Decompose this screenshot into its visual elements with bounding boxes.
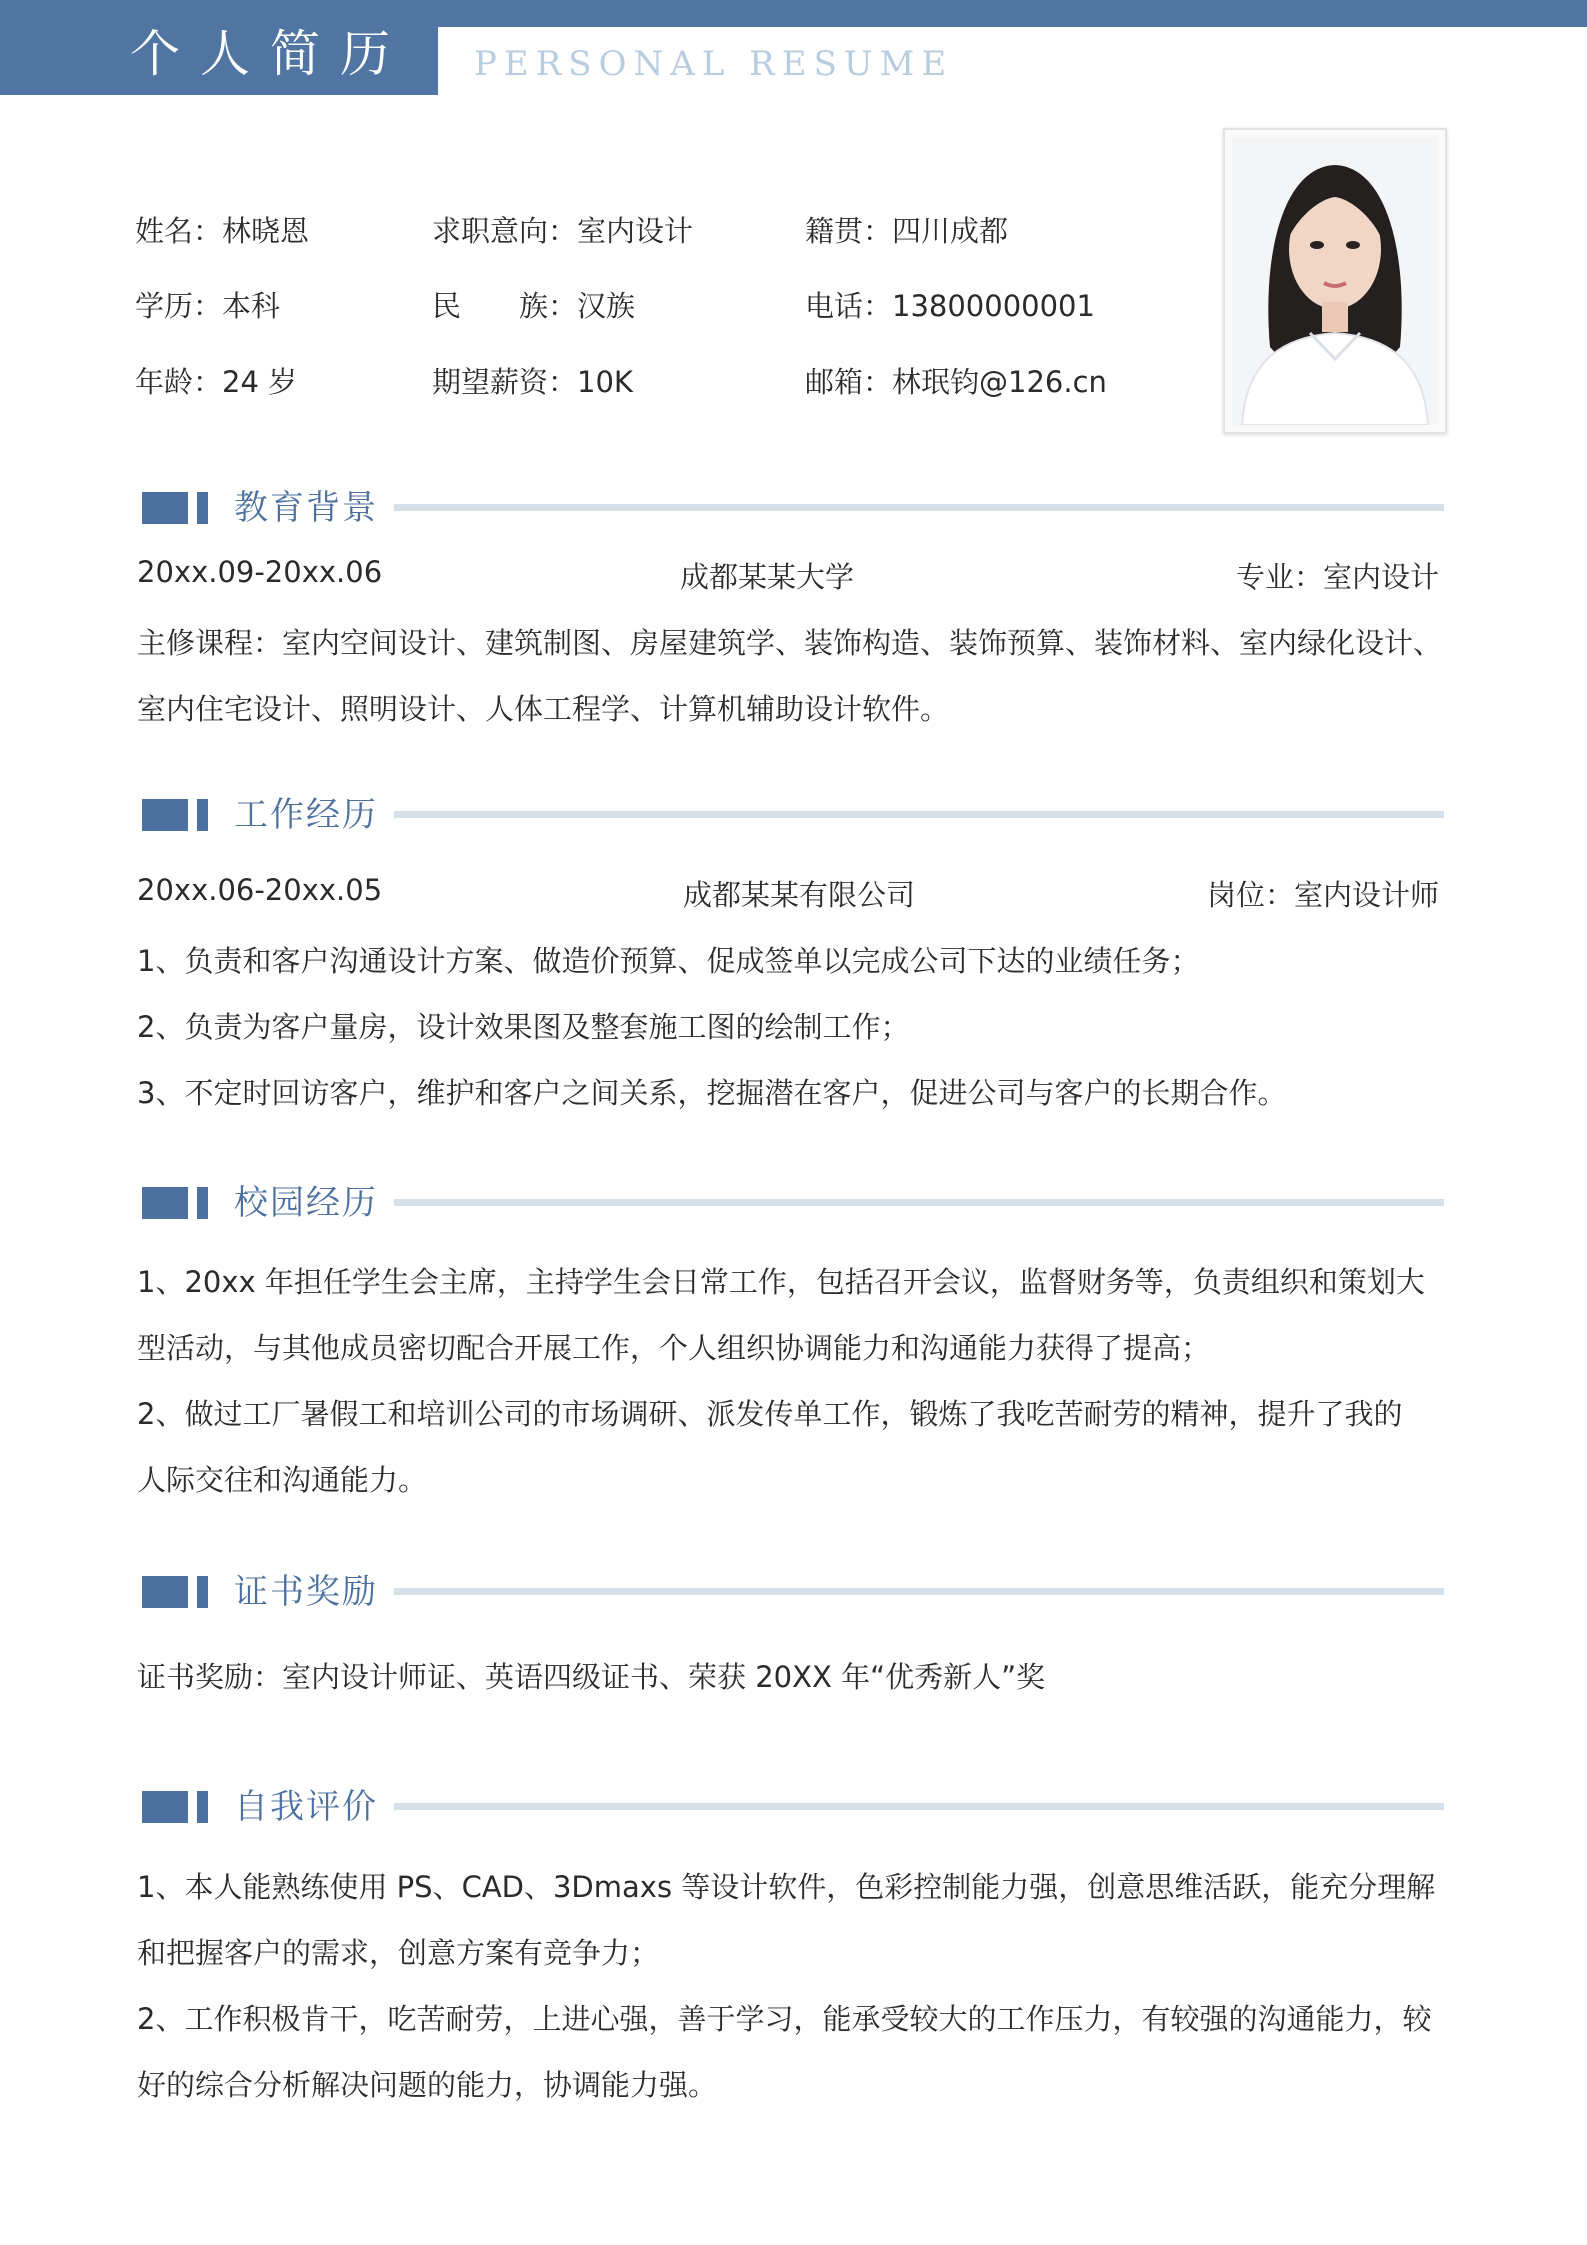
section-title: 自我评价 (234, 1787, 378, 1827)
campus-line: 2、做过工厂暑假工和培训公司的市场调研、派发传单工作，锻炼了我吃苦耐劳的精神，提升了我的 (137, 1397, 1403, 1431)
section-divider (394, 1803, 1444, 1810)
ethnicity-field: 民 族：汉族 (432, 289, 636, 323)
section-marker-icon (197, 492, 208, 524)
section-divider (394, 504, 1444, 511)
portrait-image (1232, 137, 1438, 425)
phone-field: 电话：13800000001 (805, 289, 1095, 323)
education-period: 20xx.09-20xx.06 (137, 555, 383, 589)
education-courses-line: 主修课程：室内空间设计、建筑制图、房屋建筑学、装饰构造、装饰预算、装饰材料、室内绿化设计、 (137, 626, 1443, 660)
section-marker-icon (197, 1576, 208, 1608)
hometown-field: 籍贯：四川成都 (805, 214, 1009, 248)
section-marker-icon (142, 1187, 188, 1219)
section-divider (394, 1199, 1444, 1206)
section-marker-icon (142, 492, 188, 524)
section-marker-icon (197, 799, 208, 831)
section-divider (394, 1588, 1444, 1595)
section-title: 证书奖励 (234, 1572, 378, 1612)
email-field: 邮箱：林珉钧@126.cn (805, 365, 1107, 399)
section-header-self (142, 1773, 1444, 1833)
campus-line: 人际交往和沟通能力。 (137, 1463, 428, 1497)
name-field: 姓名：林晓恩 (135, 214, 310, 248)
self-eval-line: 2、工作积极肯干，吃苦耐劳，上进心强，善于学习，能承受较大的工作压力，有较强的沟通能力，较 (137, 2002, 1432, 2036)
resume-subtitle: PERSONAL RESUME (474, 44, 954, 84)
education-school: 成都某某大学 (680, 560, 855, 594)
education-field: 学历：本科 (135, 289, 281, 323)
campus-line: 型活动，与其他成员密切配合开展工作，个人组织协调能力和沟通能力获得了提高； (137, 1331, 1211, 1365)
job-intent-field: 求职意向：室内设计 (432, 214, 694, 248)
section-divider (394, 811, 1444, 818)
self-eval-line: 和把握客户的需求，创意方案有竞争力； (137, 1936, 660, 1970)
work-period: 20xx.06-20xx.05 (137, 873, 383, 907)
work-duty-item: 3、不定时回访客户，维护和客户之间关系，挖掘潜在客户，促进公司与客户的长期合作。 (137, 1076, 1287, 1110)
section-header-education (142, 474, 1444, 534)
education-courses-line: 室内住宅设计、照明设计、人体工程学、计算机辅助设计软件。 (137, 692, 950, 726)
awards-text: 证书奖励：室内设计师证、英语四级证书、荣获 20XX 年“优秀新人”奖 (137, 1660, 1046, 1694)
section-header-awards (142, 1558, 1444, 1618)
work-company: 成都某某有限公司 (683, 878, 916, 912)
section-title: 校园经历 (234, 1183, 378, 1223)
section-marker-icon (142, 1576, 188, 1608)
section-title: 教育背景 (234, 488, 378, 528)
section-marker-icon (197, 1791, 208, 1823)
salary-field: 期望薪资：10K (432, 365, 633, 399)
section-header-campus (142, 1169, 1444, 1229)
work-duty-item: 1、负责和客户沟通设计方案、做造价预算、促成签单以完成公司下达的业绩任务； (137, 944, 1200, 978)
resume-title: 个人简历 (130, 25, 410, 83)
section-marker-icon (142, 799, 188, 831)
work-duty-item: 2、负责为客户量房，设计效果图及整套施工图的绘制工作； (137, 1010, 910, 1044)
title-block (0, 0, 438, 95)
section-marker-icon (197, 1187, 208, 1219)
profile-photo (1223, 128, 1447, 434)
age-field: 年龄：24 岁 (135, 365, 298, 399)
self-eval-line: 1、本人能熟练使用 PS、CAD、3Dmaxs 等设计软件，色彩控制能力强，创意思维活跃，能充分理解 (137, 1870, 1436, 1904)
campus-line: 1、20xx 年担任学生会主席，主持学生会日常工作，包括召开会议，监督财务等，负责组织和策划大 (137, 1265, 1425, 1299)
self-eval-line: 好的综合分析解决问题的能力，协调能力强。 (137, 2068, 718, 2102)
education-major: 专业：室内设计 (1235, 560, 1439, 594)
section-marker-icon (142, 1791, 188, 1823)
work-position: 岗位：室内设计师 (1206, 878, 1439, 912)
section-title: 工作经历 (234, 795, 378, 835)
section-header-work (142, 781, 1444, 841)
